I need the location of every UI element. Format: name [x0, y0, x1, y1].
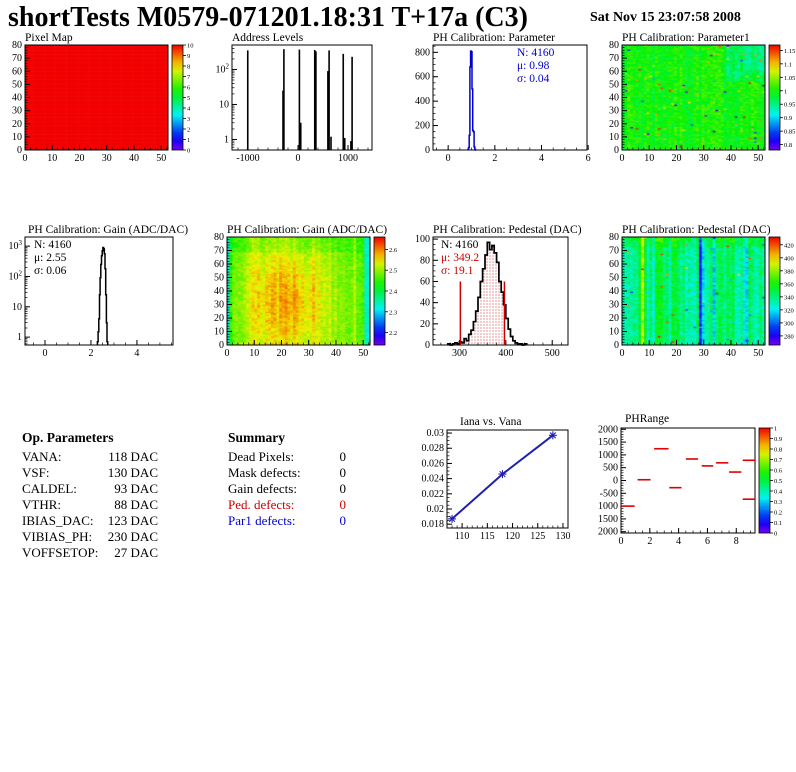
panel-title-pixel-map: Pixel Map — [25, 32, 73, 44]
svg-text:0.8: 0.8 — [774, 446, 783, 454]
svg-text:0.03: 0.03 — [426, 428, 444, 440]
svg-text:0: 0 — [187, 147, 191, 155]
svg-text:102: $10^2$ — [8, 269, 22, 283]
summary-heading: Summary — [228, 430, 285, 445]
svg-text:20: 20 — [609, 313, 619, 324]
svg-text:0: 0 — [219, 340, 224, 351]
chart-address_levels — [216, 45, 373, 164]
svg-text:60: 60 — [12, 66, 22, 78]
svg-text:420: 420 — [784, 242, 794, 250]
svg-text:3: 3 — [187, 116, 191, 123]
svg-text:10: 10 — [187, 42, 194, 50]
row-label: CALDEL: — [22, 481, 77, 496]
svg-text:115: 115 — [480, 531, 495, 542]
row-value: 230 DAC — [107, 529, 158, 544]
row-value: 123 DAC — [107, 513, 158, 528]
svg-text:60: 60 — [420, 276, 430, 288]
svg-text:0: 0 — [774, 530, 778, 538]
svg-text:40: 40 — [330, 348, 341, 359]
row-label: Ped. defects: — [228, 497, 295, 512]
svg-text:2: 2 — [647, 536, 653, 547]
row-label: VTHR: — [22, 497, 61, 512]
svg-text:1500: 1500 — [598, 513, 618, 525]
svg-text:0.5: 0.5 — [774, 478, 783, 485]
row-label: Dead Pixels: — [228, 449, 295, 464]
svg-text:2: 2 — [492, 153, 498, 164]
svg-text:2.2: 2.2 — [389, 330, 398, 338]
stat-sigma: σ: 0.04 — [517, 73, 550, 85]
svg-text:6: 6 — [704, 536, 710, 547]
svg-text:40: 40 — [420, 297, 430, 309]
svg-text:30: 30 — [303, 348, 314, 359]
svg-text:1000: 1000 — [598, 501, 618, 513]
svg-text:400: 400 — [498, 348, 514, 359]
svg-text:8: 8 — [187, 63, 191, 71]
svg-text:50: 50 — [753, 348, 764, 359]
row-value: 118 DAC — [108, 449, 158, 464]
svg-text:50: 50 — [753, 153, 764, 164]
svg-text:400: 400 — [415, 96, 430, 108]
stat-entries: N: 4160 — [34, 239, 72, 251]
svg-text:5: 5 — [187, 95, 191, 102]
svg-text:30: 30 — [609, 105, 619, 117]
row-label: VANA: — [22, 449, 62, 464]
svg-text:340: 340 — [784, 294, 794, 302]
svg-text:20: 20 — [420, 318, 430, 330]
svg-text:200: 200 — [415, 120, 430, 132]
svg-text:1000: 1000 — [598, 449, 618, 461]
row-label: IBIAS_DAC: — [22, 513, 94, 528]
svg-text:50: 50 — [156, 153, 167, 164]
svg-text:1.05: 1.05 — [784, 74, 796, 82]
svg-text:40: 40 — [725, 153, 736, 164]
row-value: 27 DAC — [114, 545, 158, 560]
svg-text:20: 20 — [74, 153, 85, 164]
svg-text:2: 2 — [187, 126, 191, 134]
svg-text:0: 0 — [619, 348, 625, 359]
row-label: VSF: — [22, 465, 50, 480]
svg-text:40: 40 — [128, 153, 139, 164]
svg-text:1: 1 — [224, 134, 229, 146]
svg-text:60: 60 — [609, 259, 619, 270]
svg-text:20: 20 — [276, 348, 287, 359]
svg-text:70: 70 — [214, 245, 224, 257]
svg-text:50: 50 — [12, 79, 22, 91]
svg-text:2.3: 2.3 — [389, 309, 398, 317]
svg-text:0.02: 0.02 — [426, 504, 444, 516]
svg-text:0: 0 — [295, 153, 301, 164]
row-label: Mask defects: — [228, 465, 301, 480]
stat-sigma: σ: 19.1 — [441, 265, 474, 277]
row-label: VOFFSETOP: — [22, 545, 99, 560]
svg-text:2000: 2000 — [598, 526, 618, 538]
svg-text:40: 40 — [12, 92, 22, 104]
chart-ped_map — [609, 232, 794, 359]
chart-ph_parameter1 — [609, 40, 795, 164]
svg-text:50: 50 — [609, 79, 619, 91]
svg-text:0: 0 — [425, 145, 430, 156]
svg-text:50: 50 — [609, 272, 619, 284]
stat-mean: μ: 2.55 — [34, 252, 67, 264]
svg-text:120: 120 — [505, 531, 521, 542]
svg-text:0.1: 0.1 — [774, 520, 783, 527]
svg-text:-500: -500 — [599, 488, 618, 500]
svg-text:0.024: 0.024 — [421, 473, 444, 485]
panel-title-gain-hist: PH Calibration: Gain (ADC/DAC) — [28, 224, 189, 236]
svg-text:300: 300 — [784, 320, 794, 328]
row-value: 93 DAC — [114, 481, 158, 496]
panel-title-ph-parameter: PH Calibration: Parameter — [433, 32, 555, 44]
svg-text:1: 1 — [784, 88, 788, 96]
svg-text:0.9: 0.9 — [784, 115, 793, 123]
svg-text:10: 10 — [609, 131, 619, 143]
svg-text:0.028: 0.028 — [421, 443, 444, 455]
svg-text:0.6: 0.6 — [774, 467, 783, 475]
svg-text:0: 0 — [619, 153, 625, 164]
svg-text:400: 400 — [784, 255, 794, 263]
row-label: Par1 defects: — [228, 513, 296, 528]
svg-text:1: 1 — [774, 425, 778, 433]
panel-title-address-levels: Address Levels — [232, 32, 304, 44]
svg-text:10: 10 — [214, 326, 224, 338]
svg-text:0: 0 — [613, 475, 618, 487]
svg-text:300: 300 — [451, 348, 467, 359]
svg-text:2.6: 2.6 — [389, 246, 398, 254]
svg-text:0: 0 — [614, 145, 619, 156]
panel-title-phrange: PHRange — [625, 413, 670, 425]
svg-text:500: 500 — [544, 348, 560, 359]
svg-text:0: 0 — [445, 153, 451, 164]
panel-title-gain-map: PH Calibration: Gain (ADC/DAC) — [227, 224, 388, 236]
svg-text:100: 100 — [415, 234, 430, 246]
svg-text:600: 600 — [415, 71, 430, 83]
svg-text:50: 50 — [214, 272, 224, 284]
svg-text:0.022: 0.022 — [421, 488, 444, 500]
svg-text:2000: 2000 — [598, 424, 618, 436]
svg-text:-1000: -1000 — [236, 153, 260, 164]
svg-text:1: 1 — [17, 332, 22, 344]
row-value: 0 — [339, 449, 346, 464]
svg-text:2.4: 2.4 — [389, 288, 398, 296]
svg-text:0: 0 — [17, 145, 22, 156]
svg-text:320: 320 — [784, 307, 794, 315]
svg-text:30: 30 — [101, 153, 112, 164]
chart-iana — [422, 428, 571, 542]
row-value: 130 DAC — [107, 465, 158, 480]
svg-text:40: 40 — [609, 92, 619, 104]
svg-text:60: 60 — [609, 66, 619, 78]
svg-text:70: 70 — [12, 53, 22, 65]
svg-text:30: 30 — [12, 105, 22, 117]
op-parameters-heading: Op. Parameters — [22, 430, 114, 445]
row-label: Gain defects: — [228, 481, 297, 496]
svg-text:60: 60 — [214, 259, 224, 270]
svg-text:102: $10^2$ — [215, 62, 229, 76]
svg-text:1500: 1500 — [598, 437, 618, 449]
svg-text:80: 80 — [214, 232, 224, 243]
svg-text:0: 0 — [425, 340, 430, 351]
svg-text:103: $10^3$ — [8, 239, 22, 253]
timestamp: Sat Nov 15 23:07:58 2008 — [590, 10, 741, 25]
svg-text:4: 4 — [676, 536, 682, 547]
svg-text:80: 80 — [609, 232, 619, 243]
svg-text:10: 10 — [644, 348, 655, 359]
stat-sigma: σ: 0.06 — [34, 265, 67, 277]
svg-text:2: 2 — [88, 348, 94, 359]
svg-text:2.5: 2.5 — [389, 267, 398, 275]
svg-text:30: 30 — [698, 348, 709, 359]
panel-title-iana-vs-vana: Iana vs. Vana — [460, 416, 522, 428]
svg-text:1.1: 1.1 — [784, 61, 793, 69]
svg-text:0.95: 0.95 — [784, 101, 796, 109]
page-title: shortTests M0579-071201.18:31 T+17a (C3) — [8, 2, 528, 33]
svg-text:30: 30 — [609, 299, 619, 311]
svg-text:40: 40 — [725, 348, 736, 359]
svg-text:0.85: 0.85 — [784, 128, 796, 136]
chart-ph_parameter — [415, 45, 591, 164]
svg-text:0.9: 0.9 — [774, 436, 783, 443]
svg-text:0.2: 0.2 — [774, 509, 783, 517]
svg-text:500: 500 — [603, 462, 618, 474]
svg-text:125: 125 — [530, 531, 546, 542]
svg-text:7: 7 — [187, 74, 191, 81]
svg-text:10: 10 — [47, 153, 58, 164]
svg-text:0: 0 — [618, 536, 624, 547]
chart-ped_hist — [415, 234, 568, 359]
svg-text:4: 4 — [539, 153, 544, 164]
chart-gain_map — [214, 232, 398, 359]
stat-mean: μ: 349.2 — [441, 252, 480, 264]
svg-text:0.4: 0.4 — [774, 488, 783, 496]
svg-text:10: 10 — [249, 348, 260, 359]
svg-text:9: 9 — [187, 53, 191, 60]
svg-text:80: 80 — [12, 40, 22, 51]
svg-text:20: 20 — [671, 348, 682, 359]
svg-text:80: 80 — [609, 40, 619, 51]
svg-text:0: 0 — [614, 340, 619, 351]
svg-text:20: 20 — [671, 153, 682, 164]
chart-pixel_map — [12, 40, 194, 164]
svg-text:4: 4 — [187, 105, 191, 113]
svg-text:20: 20 — [214, 313, 224, 324]
svg-text:70: 70 — [609, 245, 619, 257]
stat-entries: N: 4160 — [517, 47, 555, 59]
panel-title-pedestal-hist: PH Calibration: Pedestal (DAC) — [433, 224, 582, 236]
svg-text:6: 6 — [585, 153, 591, 164]
svg-text:10: 10 — [219, 99, 229, 111]
svg-text:40: 40 — [609, 286, 619, 297]
svg-text:10: 10 — [12, 131, 22, 143]
row-value: 0 — [339, 497, 346, 512]
svg-text:800: 800 — [415, 47, 430, 59]
panel-title-pedestal-map: PH Calibration: Pedestal (DAC) — [622, 224, 771, 236]
svg-text:1.15: 1.15 — [784, 47, 796, 55]
svg-text:0: 0 — [224, 348, 230, 359]
stat-entries: N: 4160 — [441, 239, 479, 251]
svg-text:40: 40 — [214, 286, 224, 297]
svg-text:30: 30 — [698, 153, 709, 164]
svg-text:30: 30 — [214, 299, 224, 311]
svg-text:20: 20 — [12, 118, 22, 130]
row-label: VIBIAS_PH: — [22, 529, 93, 544]
svg-text:20: 20 — [609, 118, 619, 130]
svg-text:1000: 1000 — [338, 153, 358, 164]
svg-text:4: 4 — [134, 348, 140, 359]
row-value: 0 — [339, 465, 346, 480]
stat-mean: μ: 0.98 — [517, 60, 550, 72]
svg-text:10: 10 — [644, 153, 655, 164]
svg-text:1: 1 — [187, 137, 191, 144]
svg-text:6: 6 — [187, 84, 191, 92]
svg-text:360: 360 — [784, 281, 794, 289]
svg-text:10: 10 — [609, 326, 619, 338]
svg-text:80: 80 — [420, 255, 430, 267]
svg-text:0.7: 0.7 — [774, 457, 783, 464]
svg-text:110: 110 — [454, 531, 470, 542]
svg-text:130: 130 — [555, 531, 571, 542]
row-value: 0 — [339, 513, 346, 528]
svg-text:8: 8 — [733, 536, 739, 547]
row-value: 88 DAC — [114, 497, 158, 512]
row-value: 0 — [339, 481, 346, 496]
svg-text:0: 0 — [42, 348, 48, 359]
svg-text:0.8: 0.8 — [784, 142, 793, 150]
svg-text:0.026: 0.026 — [421, 458, 444, 470]
panel-title-ph-parameter1: PH Calibration: Parameter1 — [622, 32, 750, 44]
svg-text:10: 10 — [12, 301, 22, 313]
chart-phrange — [598, 424, 783, 547]
svg-text:0.018: 0.018 — [421, 519, 444, 531]
svg-text:380: 380 — [784, 268, 794, 276]
svg-text:0: 0 — [22, 153, 28, 164]
svg-text:70: 70 — [609, 53, 619, 65]
chart-gain_hist — [9, 237, 174, 359]
svg-text:280: 280 — [784, 333, 794, 341]
svg-text:0.3: 0.3 — [774, 499, 783, 506]
svg-text:50: 50 — [358, 348, 369, 359]
